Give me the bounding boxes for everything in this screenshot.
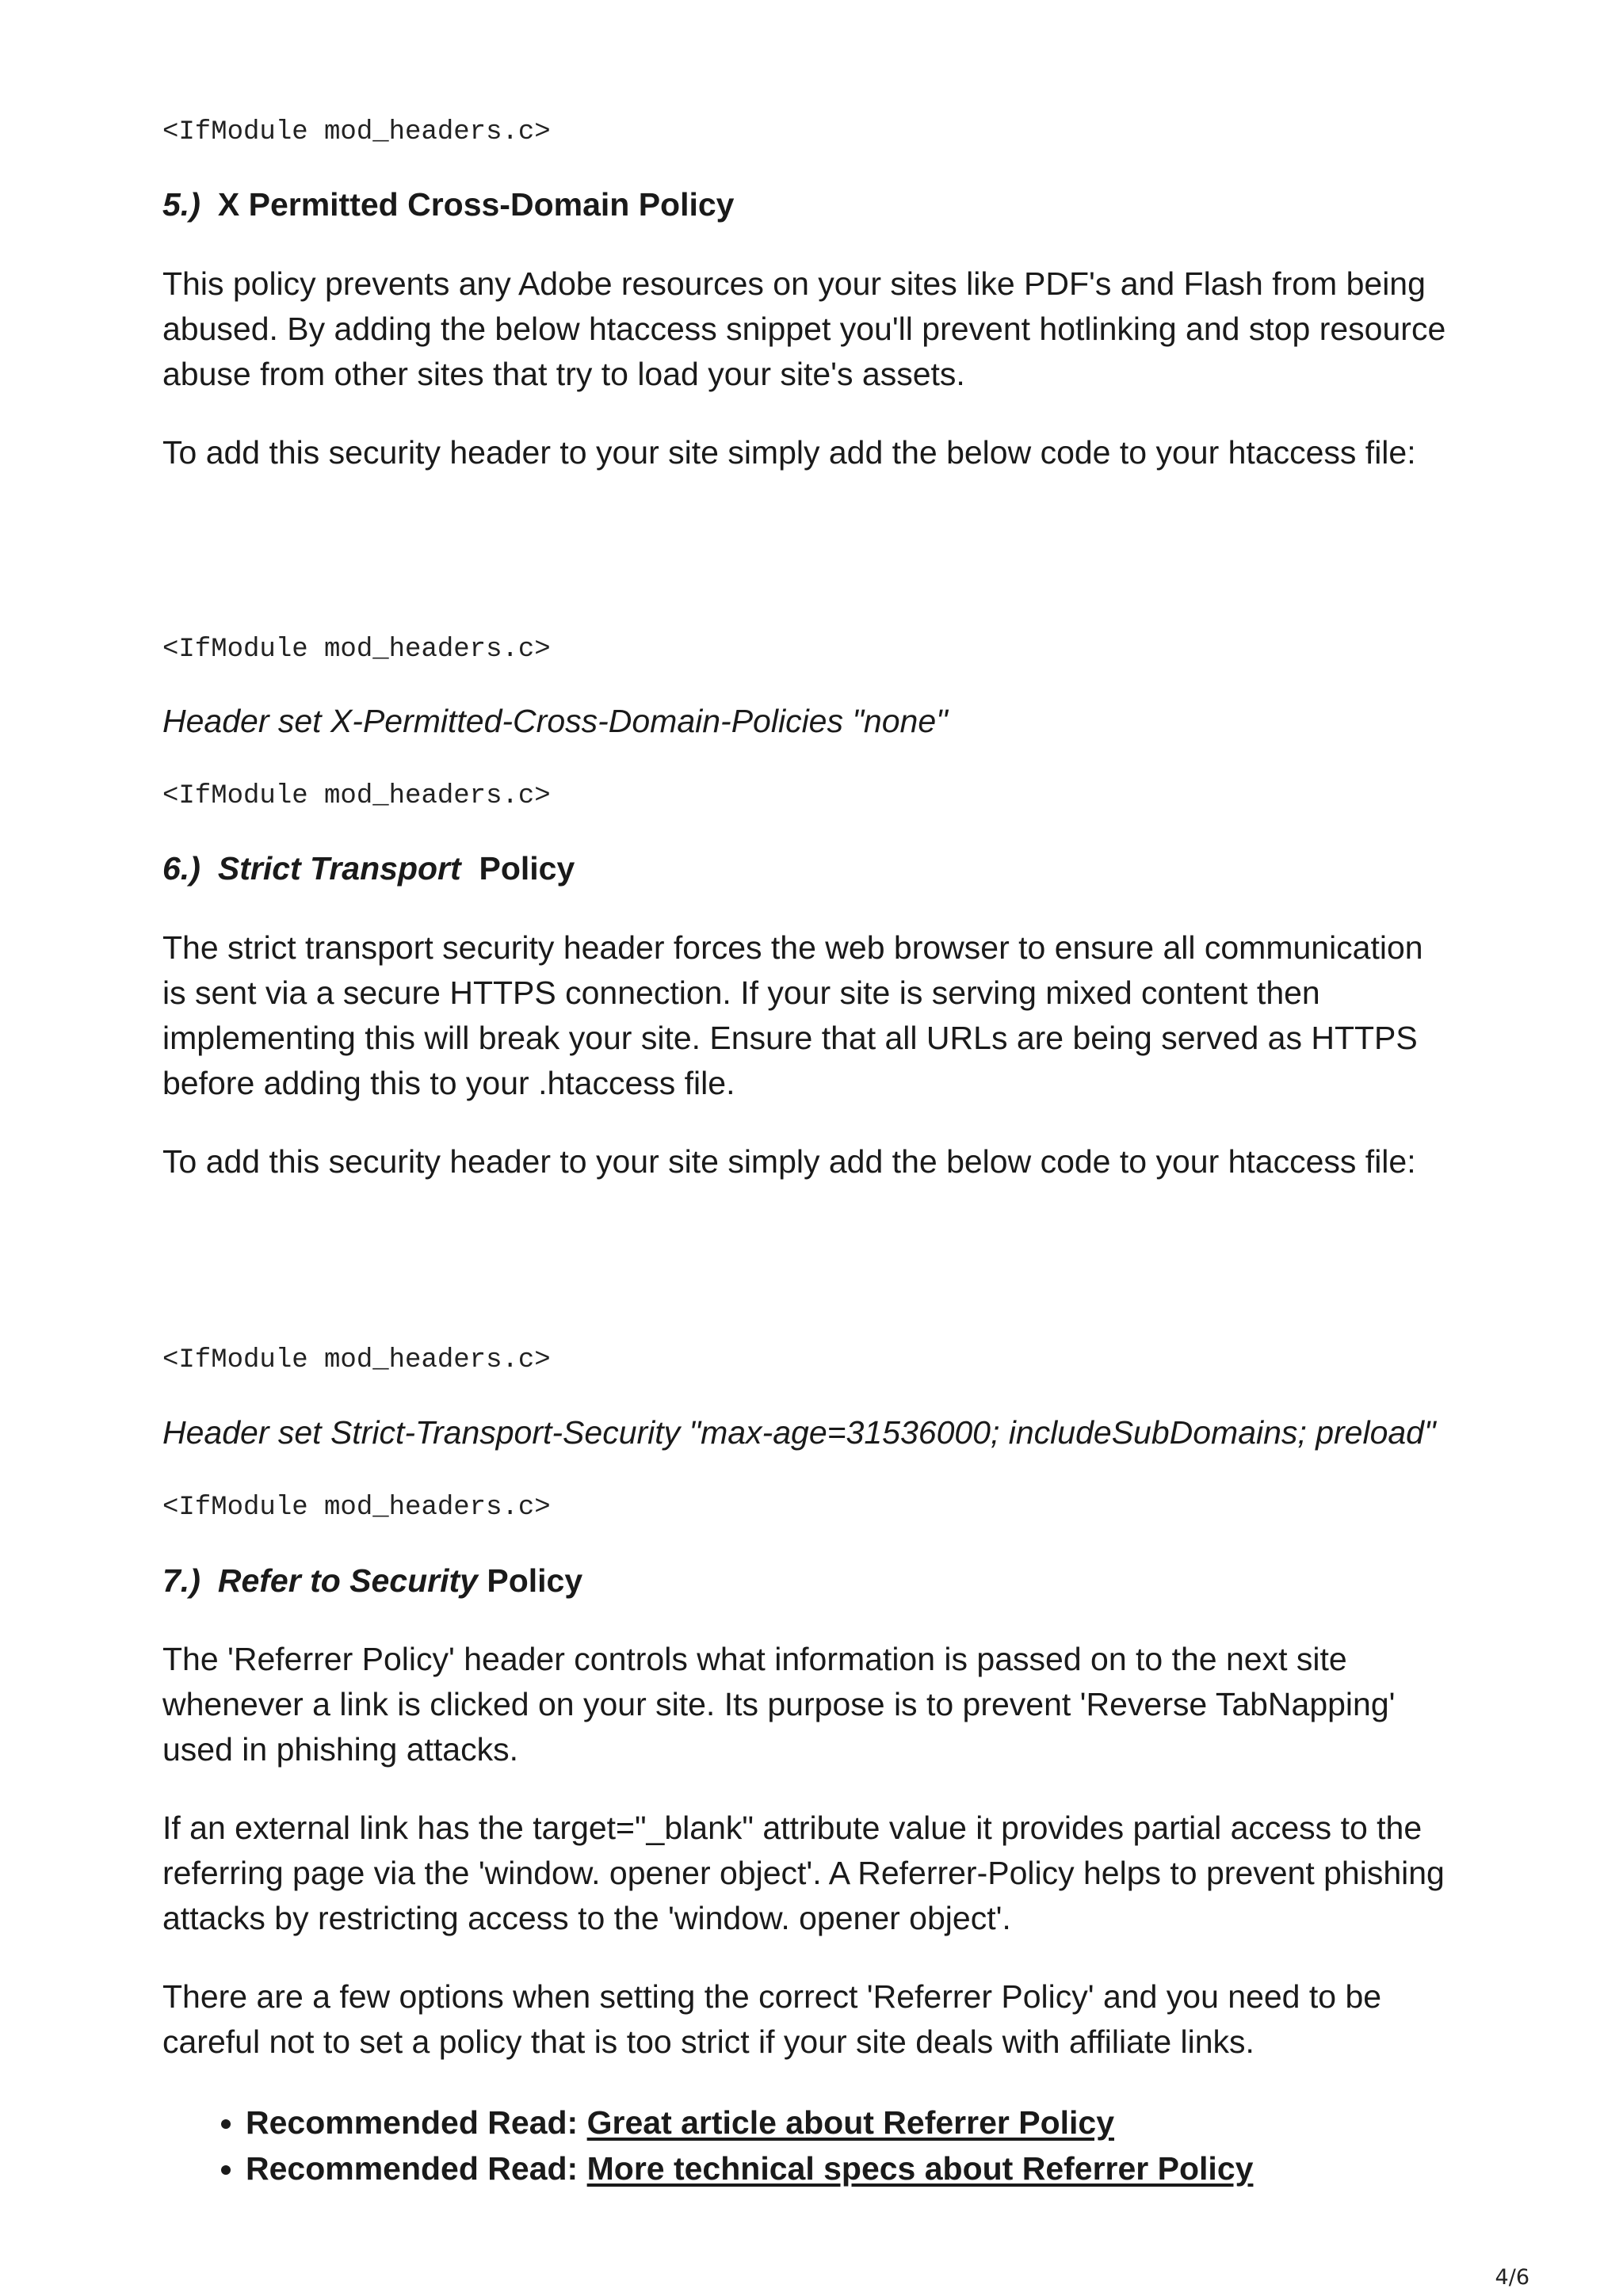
section-5-header-directive: Header set X-Permitted-Cross-Domain-Policies "none" <box>162 703 948 739</box>
text-line: The 'Referrer Policy' header controls what information is passed on to the next site <box>162 1641 1347 1677</box>
section-5-paragraph-1 <box>162 261 1478 397</box>
section-6-paragraph-1 <box>162 925 1478 1106</box>
section-7-heading <box>162 1561 582 1600</box>
page-number: 4/6 <box>1495 2265 1529 2290</box>
text-line: To add this security header to your site simply add the below code to your htaccess file: <box>162 434 1416 471</box>
code-line: <IfModule mod_headers.c> <box>162 635 551 665</box>
section-5-heading <box>162 185 734 224</box>
code-line: <IfModule mod_headers.c> <box>162 781 551 811</box>
recommended-label: Recommended Read: <box>246 2150 579 2187</box>
section-title-italic: Strict Transport <box>217 850 461 887</box>
list-item <box>246 2100 1253 2145</box>
text-line: If an external link has the target="_blank" attribute value it provides partial access to the <box>162 1810 1423 1846</box>
section-title-rest: Policy <box>487 1562 583 1599</box>
section-6-paragraph-2 <box>162 1139 1478 1184</box>
text-line: abused. By adding the below htaccess snippet you'll prevent hotlinking and stop resource <box>162 311 1446 347</box>
referrer-policy-specs-link[interactable]: More technical specs about Referrer Policy <box>586 2150 1254 2187</box>
text-line: The strict transport security header forces the web browser to ensure all communication <box>162 929 1423 966</box>
section-6-heading <box>162 849 575 888</box>
section-number: 7.) <box>162 1562 200 1599</box>
section-7-paragraph-2 <box>162 1806 1478 1941</box>
section-number: 6.) <box>162 850 200 887</box>
text-line: referring page via the 'window. opener object'. A Referrer-Policy helps to prevent phishing <box>162 1855 1445 1891</box>
section-5-paragraph-2 <box>162 430 1478 475</box>
section-6-header-directive: Header set Strict-Transport-Security "max-age=31536000; includeSubDomains; preload" <box>162 1414 1436 1451</box>
text-line: There are a few options when setting the correct 'Referrer Policy' and you need to be <box>162 1978 1382 2015</box>
text-line: careful not to set a policy that is too strict if your site deals with affiliate links. <box>162 2023 1254 2060</box>
section-number: 5.) <box>162 186 200 223</box>
section-title: X Permitted Cross-Domain Policy <box>217 186 735 223</box>
text-line: This policy prevents any Adobe resources on your sites like PDF's and Flash from being <box>162 265 1426 302</box>
list-item <box>246 2145 1253 2191</box>
recommended-label: Recommended Read: <box>246 2104 579 2141</box>
text-line: To add this security header to your site simply add the below code to your htaccess file: <box>162 1143 1416 1180</box>
text-line: implementing this will break your site. Ensure that all URLs are being served as HTTPS <box>162 1020 1418 1056</box>
code-line: <IfModule mod_headers.c> <box>162 1493 551 1523</box>
text-line: whenever a link is clicked on your site. Its purpose is to prevent 'Reverse TabNapping' <box>162 1686 1396 1722</box>
text-line: is sent via a secure HTTPS connection. If your site is serving mixed content then <box>162 974 1320 1011</box>
text-line: attacks by restricting access to the 'window. opener object'. <box>162 1900 1011 1936</box>
recommended-reading-list <box>204 2100 1253 2191</box>
text-line: abuse from other sites that try to load your site's assets. <box>162 356 965 392</box>
text-line: used in phishing attacks. <box>162 1731 518 1768</box>
section-title-italic: Refer to Security <box>217 1562 478 1599</box>
text-line: before adding this to your .htaccess file. <box>162 1065 735 1101</box>
referrer-policy-article-link[interactable]: Great article about Referrer Policy <box>586 2104 1114 2141</box>
section-7-paragraph-3 <box>162 1974 1478 2065</box>
code-line: <IfModule mod_headers.c> <box>162 117 551 147</box>
code-line: <IfModule mod_headers.c> <box>162 1345 551 1375</box>
section-title-rest: Policy <box>479 850 575 887</box>
section-7-paragraph-1 <box>162 1637 1478 1772</box>
